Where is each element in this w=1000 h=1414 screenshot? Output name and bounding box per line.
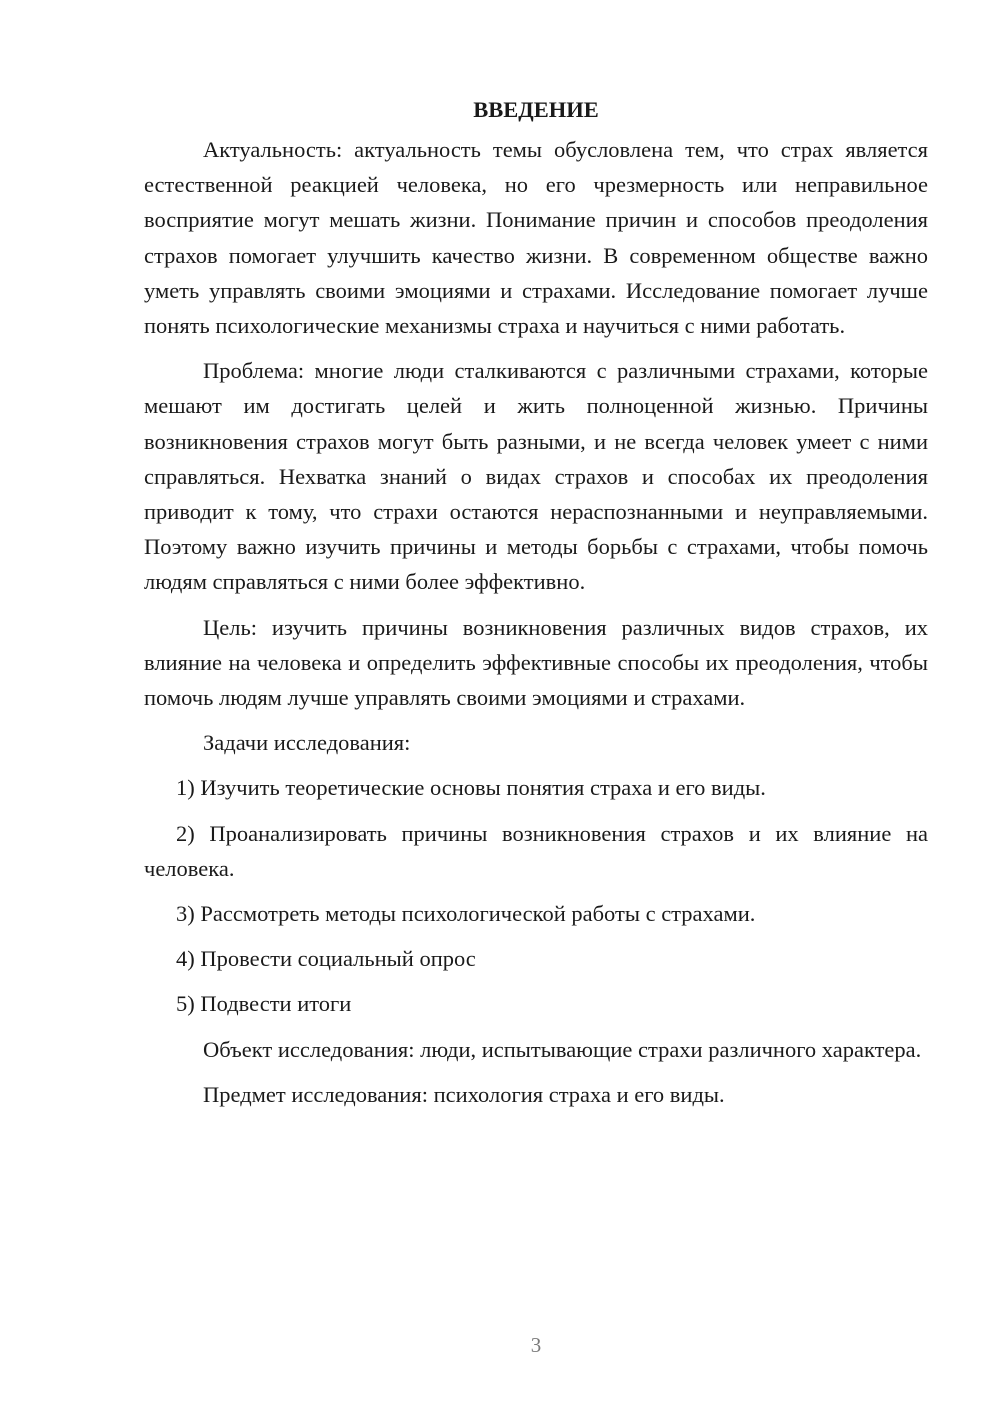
relevance-paragraph: Актуальность: актуальность темы обусловлена тем, что страх является естественной реакцией человека, но его чрезмерность или неправильное восприятие могут мешать жизни. Понимание причин и способов преодоления страхов помогает улучшить качество жизни. В современном обществе важно уметь управлять своими эмоциями и страхами. Исследование помогает лучше понять психологические механизмы страха и научиться с ними работать. xyxy=(144,137,928,339)
tasks-heading: Задачи исследования: xyxy=(203,730,411,756)
problem-paragraph: Проблема: многие люди сталкиваются с различными страхами, которые мешают им достигать целей и жить полноценной жизнью. Причины возникновения страхов могут быть разными, и не всегда человек умеет с ними справляться. Нехватка знаний о видах страхов и способах их преодоления приводит к тому, что страхи остаются нераспознанными и неуправляемыми. Поэтому важно изучить причины и методы борьбы с страхами, чтобы помочь людям справляться с ними более эффективно. xyxy=(144,358,928,595)
task-item: 2) Проанализировать причины возникновения страхов и их влияние на человека. xyxy=(144,820,928,881)
section-heading: ВВЕДЕНИЕ xyxy=(473,97,599,122)
object-paragraph: Объект исследования: люди, испытывающие страхи различного характера. xyxy=(203,1036,922,1062)
task-item: 3) Рассмотреть методы психологической работы с страхами. xyxy=(176,901,756,927)
subject-paragraph: Предмет исследования: психология страха и его виды. xyxy=(203,1081,725,1107)
page-content xyxy=(144,97,928,1122)
goal-paragraph: Цель: изучить причины возникновения различных видов страхов, их влияние на человека и определить эффективные способы их преодоления, чтобы помочь людям лучше управлять своими эмоциями и страхами. xyxy=(144,614,928,711)
page-number: 3 xyxy=(530,1333,542,1357)
task-item: 4) Провести социальный опрос xyxy=(176,946,476,972)
task-item: 5) Подвести итоги xyxy=(176,991,352,1017)
task-item: 1) Изучить теоретические основы понятия страха и его виды. xyxy=(176,775,766,801)
